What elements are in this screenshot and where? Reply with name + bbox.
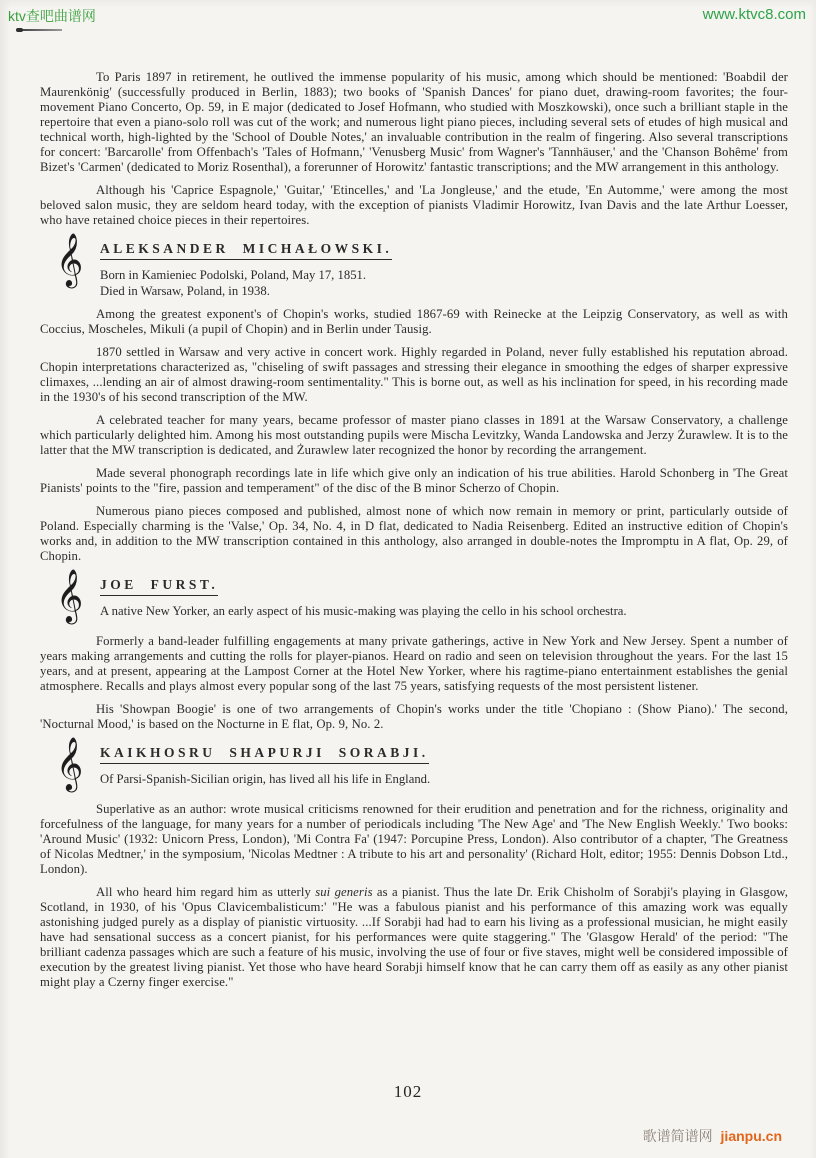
paragraph: Although his 'Caprice Espagnole,' 'Guitar,' 'Etincelles,' and 'La Jongleuse,' and the etude, 'En Automme,' were among the most beloved salon music, they are seldom heard today, with the exception of pianists Vladimir Horowitz, Ivan Davis and the late Arthur Loesser, who have retained choice pieces in their repertoires. — [40, 183, 788, 227]
paragraph: Numerous piano pieces composed and published, almost none of which now remain in memory or print, particularly outside of Poland. Especially charming is the 'Valse,' Op. 34, No. 4, in D flat, dedicated to Nadia Reisenberg. Edited an instructive edition of Chopin's works and, in addition to the MW transcription contained in this anthology, also arranged in double-notes the Impromptu in A flat, Op. 29, of Chopin. — [40, 504, 788, 563]
paragraph: A celebrated teacher for many years, became professor of master piano classes in 1891 at the Warsaw Conservatory, a challenge which particularly delighted him. Among his most outstanding pupils were Mischa Levitzky, Wanda Landowska and Jerzy Żurawlew. It is to the latter that the MW transcription is dedicated, and Żurawlew later recognized the honor by recording the arrangement. — [40, 413, 788, 457]
section-header — [40, 736, 788, 794]
italic-phrase: sui generis — [315, 885, 373, 899]
paragraph-text: All who heard him regard him as utterly — [96, 885, 316, 899]
section-heading: KAIKHOSRU SHAPURJI SORABJI. — [100, 745, 429, 764]
treble-clef-icon: 𝄞 — [56, 232, 84, 286]
paragraph — [40, 885, 788, 990]
section-header — [40, 568, 788, 626]
watermark-domain: jianpu.cn — [720, 1128, 782, 1144]
section-furst — [40, 568, 788, 732]
watermark-top-left: ktv查吧曲谱网 — [8, 8, 96, 24]
paragraph: 1870 settled in Warsaw and very active in concert work. Highly regarded in Poland, never fully established his reputation abroad. Chopin interpretations characterized as, "chiseling of swift passages and stressing their elegance in smoothing the edges of sharper expressive climaxes, ...lending an air of almost drawing-room sentimentality." This is borne out, as well as his inclination for speed, in his recording made in the 1930's of his second transcription of the MW. — [40, 345, 788, 404]
paragraph: To Paris 1897 in retirement, he outlived the immense popularity of his music, among which should be mentioned: 'Boabdil der Maurenkönig' (successfully produced in Berlin, 1883); two books of 'Spanish Dances' for piano duet, drawing-room favorites; the four-movement Piano Concerto, Op. 59, in E major (dedicated to Josef Hofmann, who studied with Moszkowski), once such a brilliant staple in the repertoire that even a piano-solo roll was cut of the work; and numerous light piano pieces, including several sets of etudes of high musical and technical worth, high-lighted by the 'School of Double Notes,' an invaluable contribution in the realm of fingering. Also several transcriptions for concert: 'Barcarolle' from Offenbach's 'Tales of Hofmann,' 'Venusberg Music' from Wagner's 'Tannhäuser,' and the 'Chanson Bohême' from Bizet's 'Carmen' (dedicated to Moriz Rosenthal), a forerunner of Horowitz' fantastic transcriptions; and the MW arrangement in this anthology. — [40, 70, 788, 174]
section-sorabji — [40, 736, 788, 990]
section-header — [40, 232, 788, 299]
section-heading: ALEKSANDER MICHAŁOWSKI. — [100, 241, 392, 260]
page-content — [40, 70, 788, 998]
watermark-site-name: 歌谱简谱网 — [642, 1128, 713, 1144]
scan-scratch-mark — [17, 29, 62, 31]
intro-line: A native New Yorker, an early aspect of his music-making was playing the cello in his school orchestra. — [100, 604, 627, 618]
treble-clef-icon: 𝄞 — [56, 736, 84, 790]
born-line: Born in Kamieniec Podolski, Poland, May 17, 1851. — [100, 268, 367, 282]
watermark-bottom-right — [643, 1126, 782, 1146]
page-number: 102 — [393, 1082, 423, 1101]
watermark-top-right: www.ktvc8.com — [702, 6, 806, 23]
paragraph: Superlative as an author: wrote musical criticisms renowned for their erudition and penetration and for the richness, originality and forcefulness of the language, for many years for a number of periodicals including 'The New Age' and 'The New English Weekly.' Two books: 'Around Music' (1932: Unicorn Press, London), 'Mi Contra Fa' (1947: Porcupine Press, London). Also contributor of a chapter, 'The Greatness of Nicolas Medtner,' in the symposium, 'Nicolas Medtner : A tribute to his art and personality' (Richard Holt, editor; 1955: Dennis Dobson Ltd., London). — [40, 802, 788, 876]
section-michalowski — [40, 232, 788, 564]
section-heading: JOE FURST. — [100, 577, 218, 596]
died-line: Died in Warsaw, Poland, in 1938. — [100, 284, 270, 298]
paragraph: Formerly a band-leader fulfilling engagements at many private gatherings, active in New York and New Jersey. Spent a number of years making arrangements and cutting the rolls for player-pianos. Heard on radio and seen on television throughout the years. For the last 15 years, and at present, appearing at the Lampost Corner at the Hotel New Yorker, where his ragtime-piano entertainment establishes the genial atmosphere. Recalls and plays almost every popular song of the last 75 years, satisfying requests of the most persistent listener. — [40, 634, 788, 693]
paragraph: His 'Showpan Boogie' is one of two arrangements of Chopin's works under the title 'Chopiano : (Show Piano).' The second, 'Nocturnal Mood,' is based on the Nocturne in E flat, Op. 9, No. 2. — [40, 702, 788, 731]
paragraph-text: as a pianist. Thus the late Dr. Erik Chisholm of Sorabji's playing in Glasgow, Scotland, in 1930, of his 'Opus Clavicembalisticum:' "He was a fabulous pianist and his performance of this amazing work was equally astonishing judged purely as a display of pianistic virtuosity. ...If Sorabji had had to earn his living as a professional musician, he might easily have had sensational success as a concert pianist, for his performances were quite staggering." The 'Glasgow Herald' of the period: "The brilliant cadenza passages which are such a feature of his music, involving the use of four or five staves, might well be considered impossible of execution by the greatest living pianist. Yet those who have heard Sorabji himself know that he can carry them off as easily as any other pianist might play a Czerny finger exercise." — [40, 885, 788, 989]
paragraph: Among the greatest exponent's of Chopin's works, studied 1867-69 with Reinecke at the Leipzig Conservatory, as well as with Coccius, Moscheles, Mikuli (a pupil of Chopin) and in Berlin under Tausig. — [40, 307, 788, 336]
treble-clef-icon: 𝄞 — [56, 568, 84, 622]
paragraph: Made several phonograph recordings late in life which give only an indication of his true abilities. Harold Schonberg in 'The Great Pianists' points to the "fire, passion and temperament" of the disc of the B minor Scherzo of Chopin. — [40, 466, 788, 495]
intro-line: Of Parsi-Spanish-Sicilian origin, has lived all his life in England. — [100, 772, 431, 786]
